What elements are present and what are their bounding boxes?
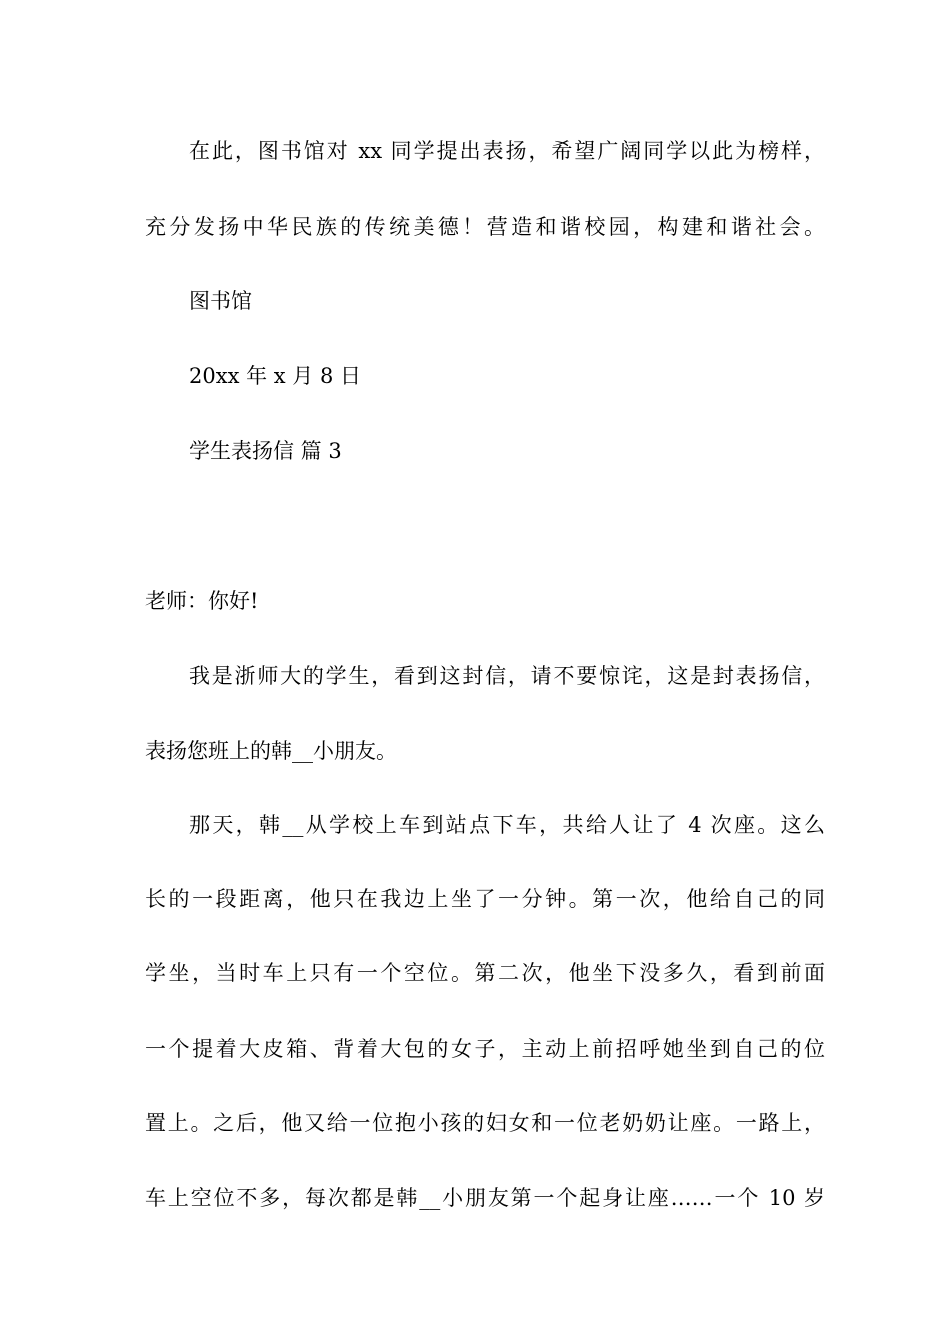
paragraph-3-line-6: 车上空位不多，每次都是韩__小朋友第一个起身让座……一个 10 岁 <box>145 1186 825 1210</box>
paragraph-2-line-1: 我是浙师大的学生，看到这封信，请不要惊诧，这是封表扬信， <box>189 664 825 688</box>
paragraph-2-line-2: 表扬您班上的韩__小朋友。 <box>145 739 397 763</box>
paragraph-3-line-5: 置上。之后，他又给一位抱小孩的妇女和一位老奶奶让座。一路上， <box>145 1111 825 1135</box>
signature: 图书馆 <box>189 289 252 313</box>
paragraph-3-line-2: 长的一段距离，他只在我边上坐了一分钟。第一次，他给自己的同 <box>145 887 825 911</box>
salutation: 老师：你好! <box>145 589 259 613</box>
paragraph-3-line-4: 一个提着大皮箱、背着大包的女子，主动上前招呼她坐到自己的位 <box>145 1037 825 1061</box>
paragraph-1-line-2: 充分发扬中华民族的传统美德！营造和谐校园，构建和谐社会。 <box>145 215 825 239</box>
paragraph-3-line-1: 那天，韩__从学校上车到站点下车，共给人让了 4 次座。这么 <box>189 813 825 837</box>
paragraph-3-line-3: 学坐，当时车上只有一个空位。第二次，他坐下没多久，看到前面 <box>145 961 825 985</box>
date: 20xx 年 x 月 8 日 <box>189 364 361 388</box>
section-title: 学生表扬信 篇 3 <box>189 439 342 463</box>
paragraph-1-line-1: 在此，图书馆对 xx 同学提出表扬，希望广阔同学以此为榜样， <box>189 139 825 163</box>
